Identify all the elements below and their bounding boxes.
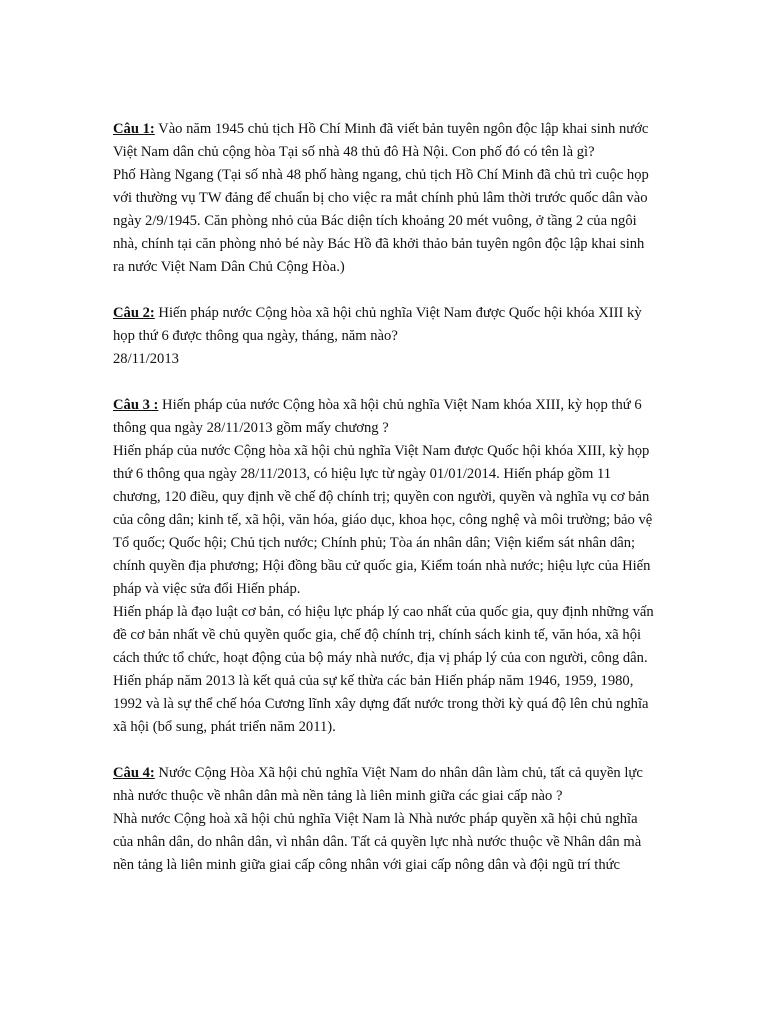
question-3-text [113, 394, 658, 440]
question-3-body: Hiến pháp của nước Cộng hòa xã hội chủ nghĩa Việt Nam khóa XIII, kỳ họp thứ 6 thông qua ngày 28/11/2013 gồm mấy chương ? [113, 397, 642, 436]
question-2-label: Câu 2: [113, 305, 155, 321]
answer-3-paragraph-2: Hiến pháp là đạo luật cơ bản, có hiệu lực pháp lý cao nhất của quốc gia, quy định những vấn đề cơ bản nhất về chủ quyền quốc gia, chế độ chính trị, chính sách kinh tế, văn hóa, xã hội cách thức tổ chức, hoạt động của bộ máy nhà nước, địa vị pháp lý của con người, công dân. Hiến pháp năm 2013 là kết quả của sự kế thừa các bản Hiến pháp năm 1946, 1959, 1980, 1992 và là sự thể chế hóa Cương lĩnh xây dựng đất nước trong thời kỳ quá độ lên chủ nghĩa xã hội (bổ sung, phát triển năm 2011). [113, 604, 654, 735]
question-4-label: Câu 4: [113, 765, 155, 781]
question-block-2 [113, 302, 658, 371]
question-1-label: Câu 1: [113, 121, 155, 137]
answer-4-paragraph-1: Nhà nước Cộng hoà xã hội chủ nghĩa Việt Nam là Nhà nước pháp quyền xã hội chủ nghĩa của nhân dân, do nhân dân, vì nhân dân. Tất cả quyền lực nhà nước thuộc về Nhân dân mà nền tảng là liên minh giữa giai cấp công nhân với giai cấp nông dân và đội ngũ trí thức [113, 811, 642, 873]
question-block-1 [113, 118, 658, 279]
document-page [113, 118, 658, 900]
answer-1-paragraph-1: Phố Hàng Ngang (Tại số nhà 48 phố hàng ngang, chủ tịch Hồ Chí Minh đã chủ trì cuộc họp với thường vụ TW đảng để chuẩn bị cho việc ra mắt chính phủ lâm thời trước quốc dân vào ngày 2/9/1945. Căn phòng nhỏ của Bác diện tích khoảng 20 mét vuông, ở tầng 2 của ngôi nhà, chính tại căn phòng nhỏ bé này Bác Hồ đã khởi thảo bản tuyên ngôn độc lập khai sinh ra nước Việt Nam Dân Chủ Cộng Hòa.) [113, 167, 649, 275]
answer-2-paragraph-1: 28/11/2013 [113, 351, 179, 367]
question-4-text [113, 762, 658, 808]
question-block-3 [113, 394, 658, 739]
answer-3-paragraph-1: Hiến pháp của nước Cộng hòa xã hội chủ nghĩa Việt Nam được Quốc hội khóa XIII, kỳ họp thứ 6 thông qua ngày 28/11/2013, có hiệu lực từ ngày 01/01/2014. Hiến pháp gồm 11 chương, 120 điều, quy định về chế độ chính trị; quyền con người, quyền và nghĩa vụ cơ bản của công dân; kinh tế, xã hội, văn hóa, giáo dục, khoa học, công nghệ và môi trường; bảo vệ Tổ quốc; Quốc hội; Chủ tịch nước; Chính phủ; Tòa án nhân dân; Viện kiểm sát nhân dân; chính quyền địa phương; Hội đồng bầu cử quốc gia, Kiểm toán nhà nước; hiệu lực của Hiến pháp và việc sửa đổi Hiến pháp. [113, 443, 653, 597]
question-1-text [113, 118, 658, 164]
question-3-label: Câu 3 : [113, 397, 159, 413]
question-2-body: Hiến pháp nước Cộng hòa xã hội chủ nghĩa Việt Nam được Quốc hội khóa XIII kỳ họp thứ 6 được thông qua ngày, tháng, năm nào? [113, 305, 642, 344]
question-block-4 [113, 762, 658, 877]
question-2-text [113, 302, 658, 348]
question-1-body: Vào năm 1945 chủ tịch Hồ Chí Minh đã viết bản tuyên ngôn độc lập khai sinh nước Việt Nam dân chủ cộng hòa Tại số nhà 48 thủ đô Hà Nội. Con phố đó có tên là gì? [113, 121, 649, 160]
question-4-body: Nước Cộng Hòa Xã hội chủ nghĩa Việt Nam do nhân dân làm chủ, tất cả quyền lực nhà nước thuộc về nhân dân mà nền tảng là liên minh giữa các giai cấp nào ? [113, 765, 643, 804]
